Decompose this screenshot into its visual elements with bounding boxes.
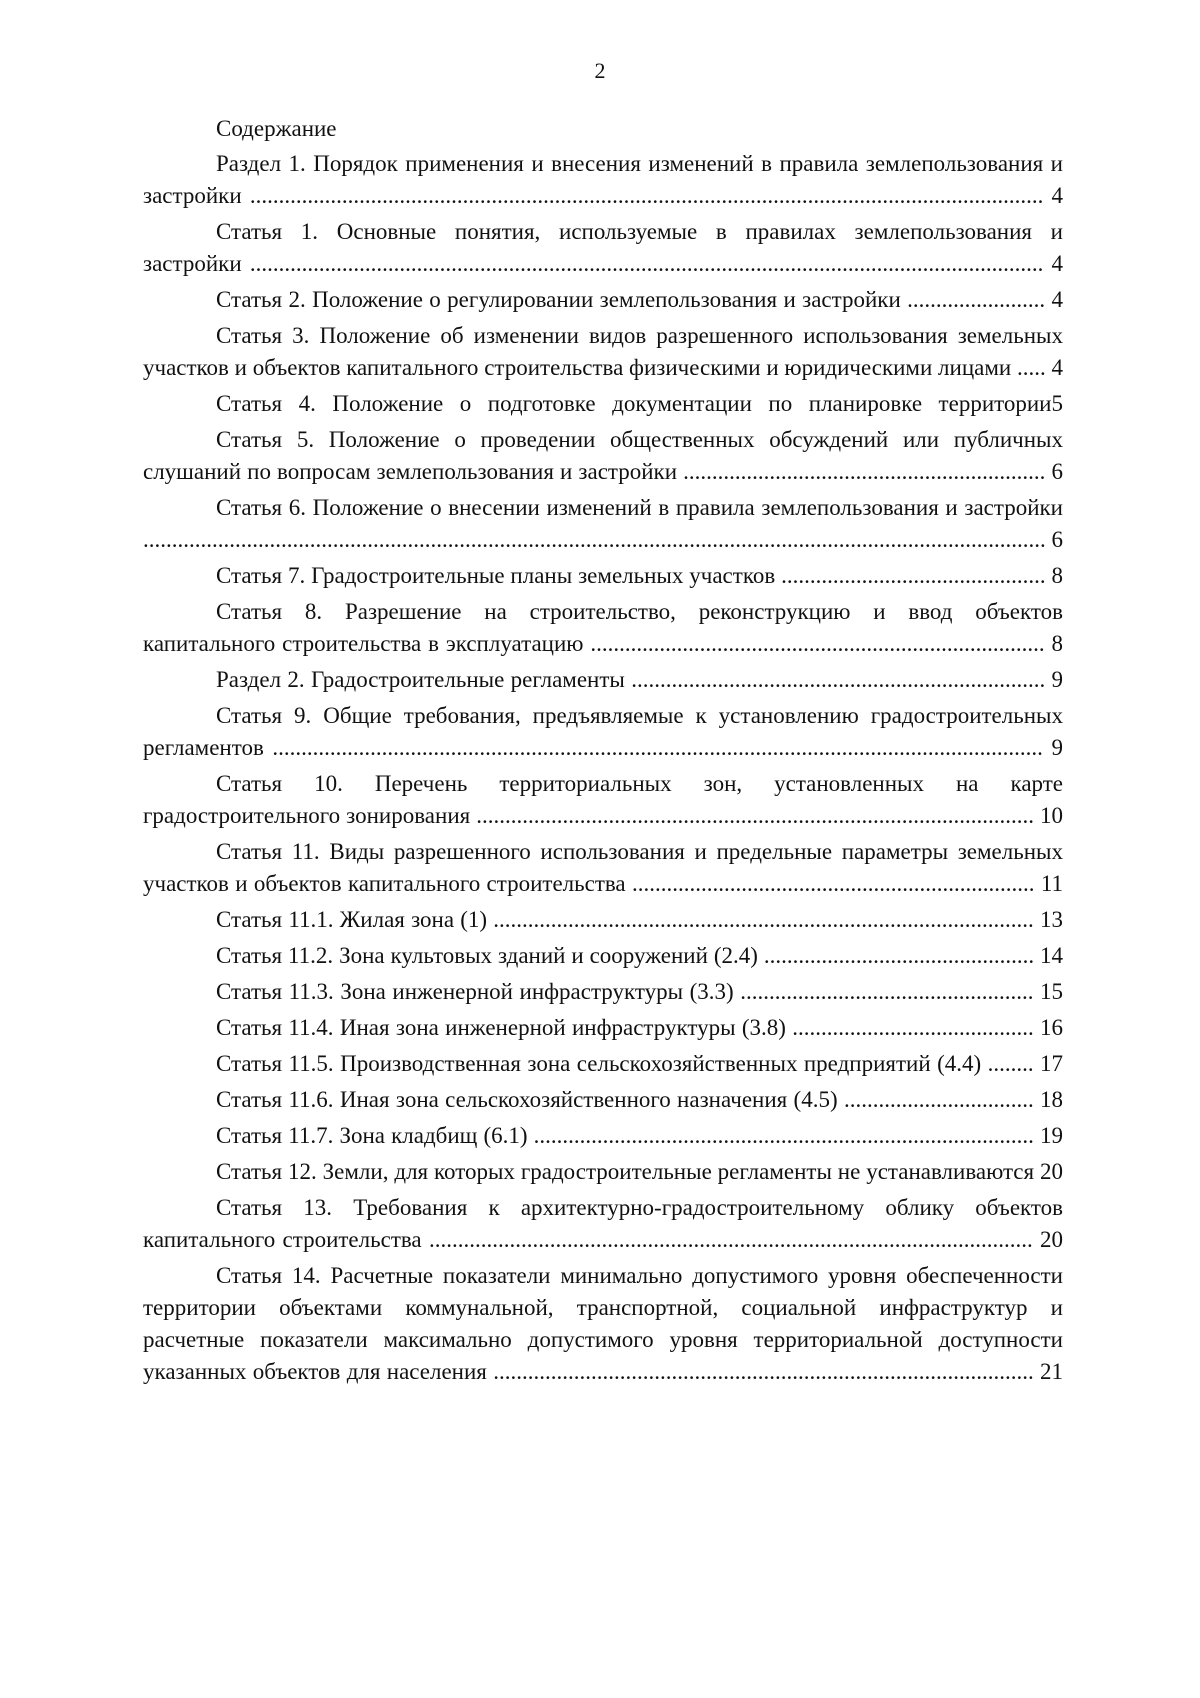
toc-entry-page: 14: [1040, 943, 1063, 968]
toc-leader: ..........................................................................................................................................: [241, 251, 1052, 276]
toc-entry[interactable]: [143, 1012, 1063, 1044]
toc-entry[interactable]: [143, 836, 1063, 900]
toc-entry[interactable]: [143, 1192, 1063, 1256]
toc-entry-page: 4: [1051, 355, 1064, 380]
toc-entry-title: Статья 1. Основные понятия, используемые в правилах землепользования и застройки: [143, 219, 1063, 276]
toc-entry-page: 4: [1051, 287, 1063, 312]
toc-entry[interactable]: [143, 560, 1063, 592]
toc-leader: ........................................................................: [624, 667, 1052, 692]
toc-entry-title: Статья 11.3. Зона инженерной инфраструктуры (3.3): [216, 979, 734, 1004]
toc-entry-page: 20: [1040, 1227, 1064, 1252]
toc-entry[interactable]: [143, 976, 1063, 1008]
toc-leader: ........................: [900, 287, 1052, 312]
toc-entry-title: Статья 2. Положение о регулировании землепользования и застройки: [216, 287, 901, 312]
toc-entry[interactable]: [143, 284, 1063, 316]
toc-entry[interactable]: [143, 700, 1063, 764]
toc-leader: .............................................................................................................................................................: [143, 527, 1052, 552]
toc-entry[interactable]: [143, 940, 1063, 972]
toc-leader: ......................................................................: [625, 871, 1041, 896]
toc-entry-page: 11: [1040, 871, 1064, 896]
toc-entry-page: 20: [1040, 1159, 1063, 1184]
toc-entry-title: Раздел 1. Порядок применения и внесения изменений в правила землепользования и застройки: [143, 151, 1063, 208]
toc-entry[interactable]: [143, 664, 1063, 696]
toc-entry-title: Статья 11.5. Производственная зона сельскохозяйственных предприятий (4.4): [216, 1051, 982, 1076]
toc-entry-title: Статья 11. Виды разрешенного использования и предельные параметры земельных участков и объектов капитального строительства: [143, 839, 1063, 896]
toc-entry-page: 17: [1040, 1051, 1064, 1076]
toc-leader: ..........................................: [785, 1015, 1041, 1040]
toc-entry-title: Статья 11.7. Зона кладбищ (6.1): [216, 1123, 528, 1148]
toc-entry-page: 9: [1051, 735, 1063, 760]
toc-entry-title: Статья 7. Градостроительные планы земельных участков: [216, 563, 776, 588]
toc-entry[interactable]: [143, 1156, 1063, 1188]
toc-entry-page: 6: [1051, 527, 1063, 552]
toc-entry[interactable]: [143, 492, 1063, 556]
page-number: 2: [594, 58, 606, 83]
toc-entry-page: 5: [1051, 391, 1063, 416]
toc-leader: ...............................................................................: [583, 631, 1052, 656]
toc-entry-title: Статья 8. Разрешение на строительство, реконструкцию и ввод объектов капитального строительства в эксплуатацию: [143, 599, 1063, 656]
toc-entry-page: 16: [1040, 1015, 1064, 1040]
toc-entry-page: 6: [1051, 459, 1064, 484]
toc-entry-title: Статья 14. Расчетные показатели минимально допустимого уровня обеспеченности территории объектами коммунальной, транспортной, социальной инфраструктур и расчетные показатели максимально допустимого уровня территориальной доступности указанных объектов для населения: [143, 1263, 1063, 1384]
toc-entry-title: Статья 13. Требования к архитектурно-градостроительному облику объектов капитального строительства: [143, 1195, 1063, 1252]
toc-leader: ..............................................................................................: [487, 907, 1041, 932]
toc-leader: .........................................................................................................: [421, 1227, 1041, 1252]
toc-entry-page: 8: [1051, 631, 1063, 656]
toc-leader: ........: [981, 1051, 1041, 1076]
toc-entry[interactable]: [143, 1048, 1063, 1080]
toc-entry[interactable]: [143, 1260, 1063, 1388]
toc-entry-title: Статья 11.2. Зона культовых зданий и сооружений (2.4): [216, 943, 758, 968]
table-of-contents: [143, 113, 1063, 1392]
toc-leader: ..........................................................................................................................................: [241, 183, 1052, 208]
toc-leader: ..............................................: [775, 563, 1052, 588]
toc-entry[interactable]: [143, 1084, 1063, 1116]
toc-leader: ...............................................................: [677, 459, 1052, 484]
toc-entry-page: 10: [1040, 803, 1063, 828]
toc-entry-title: Статья 11.1. Жилая зона (1): [216, 907, 488, 932]
toc-entry[interactable]: [143, 768, 1063, 832]
toc-entry-page: 4: [1051, 251, 1063, 276]
toc-leader: ...................................................: [733, 979, 1040, 1004]
toc-entry-title: Статья 3. Положение об изменении видов разрешенного использования земельных участков и объектов капитального строительства физическими и юридическими лицами: [143, 323, 1063, 380]
toc-entry-title: Статья 12. Земли, для которых градостроительные регламенты не устанавливаются: [216, 1159, 1035, 1184]
toc-entry[interactable]: [143, 424, 1063, 488]
toc-leader: ...............................................: [757, 943, 1040, 968]
toc-entry-title: Статья 10. Перечень территориальных зон, установленных на карте градостроительного зонирования: [143, 771, 1063, 828]
toc-entry-page: 4: [1051, 183, 1063, 208]
toc-entry-page: 15: [1040, 979, 1063, 1004]
toc-entry[interactable]: [143, 148, 1063, 212]
toc-leader: .................................: [837, 1087, 1040, 1112]
toc-entry-page: 21: [1040, 1359, 1064, 1384]
toc-entry[interactable]: [143, 320, 1063, 384]
toc-entry-title: Раздел 2. Градостроительные регламенты: [216, 667, 625, 692]
toc-entry[interactable]: [143, 596, 1063, 660]
toc-leader: .....: [1011, 355, 1052, 380]
toc-leader: .................................................................................................: [470, 803, 1040, 828]
toc-entry-page: 18: [1040, 1087, 1063, 1112]
toc-leader: .......................................................................................: [527, 1123, 1040, 1148]
toc-entry-title: Статья 5. Положение о проведении общественных обсуждений или публичных слушаний по вопросам землепользования и застройки: [143, 427, 1063, 484]
toc-entry-page: 19: [1040, 1123, 1063, 1148]
toc-entry[interactable]: [143, 1120, 1063, 1152]
toc-entry-title: Статья 11.6. Иная зона сельскохозяйственного назначения (4.5): [216, 1087, 838, 1112]
toc-leader: ......................................................................................................................................: [263, 735, 1052, 760]
toc-entry[interactable]: [143, 216, 1063, 280]
toc-entry-page: 8: [1051, 563, 1063, 588]
toc-entry-page: 13: [1040, 907, 1064, 932]
toc-entry-title: Статья 6. Положение о внесении изменений в правила землепользования и застройки: [216, 495, 1063, 520]
toc-entry[interactable]: [143, 904, 1063, 936]
toc-leader: ..............................................................................................: [486, 1359, 1041, 1384]
toc-entry-page: 9: [1051, 667, 1064, 692]
toc-entry[interactable]: [143, 388, 1063, 420]
toc-entry-title: Статья 11.4. Иная зона инженерной инфраструктуры (3.8): [216, 1015, 786, 1040]
toc-heading: Содержание: [216, 116, 337, 141]
toc-entry-title: Статья 4. Положение о подготовке документации по планировке территории: [216, 391, 1052, 416]
toc-entry-title: Статья 9. Общие требования, предъявляемые к установлению градостроительных регламентов: [143, 703, 1063, 760]
